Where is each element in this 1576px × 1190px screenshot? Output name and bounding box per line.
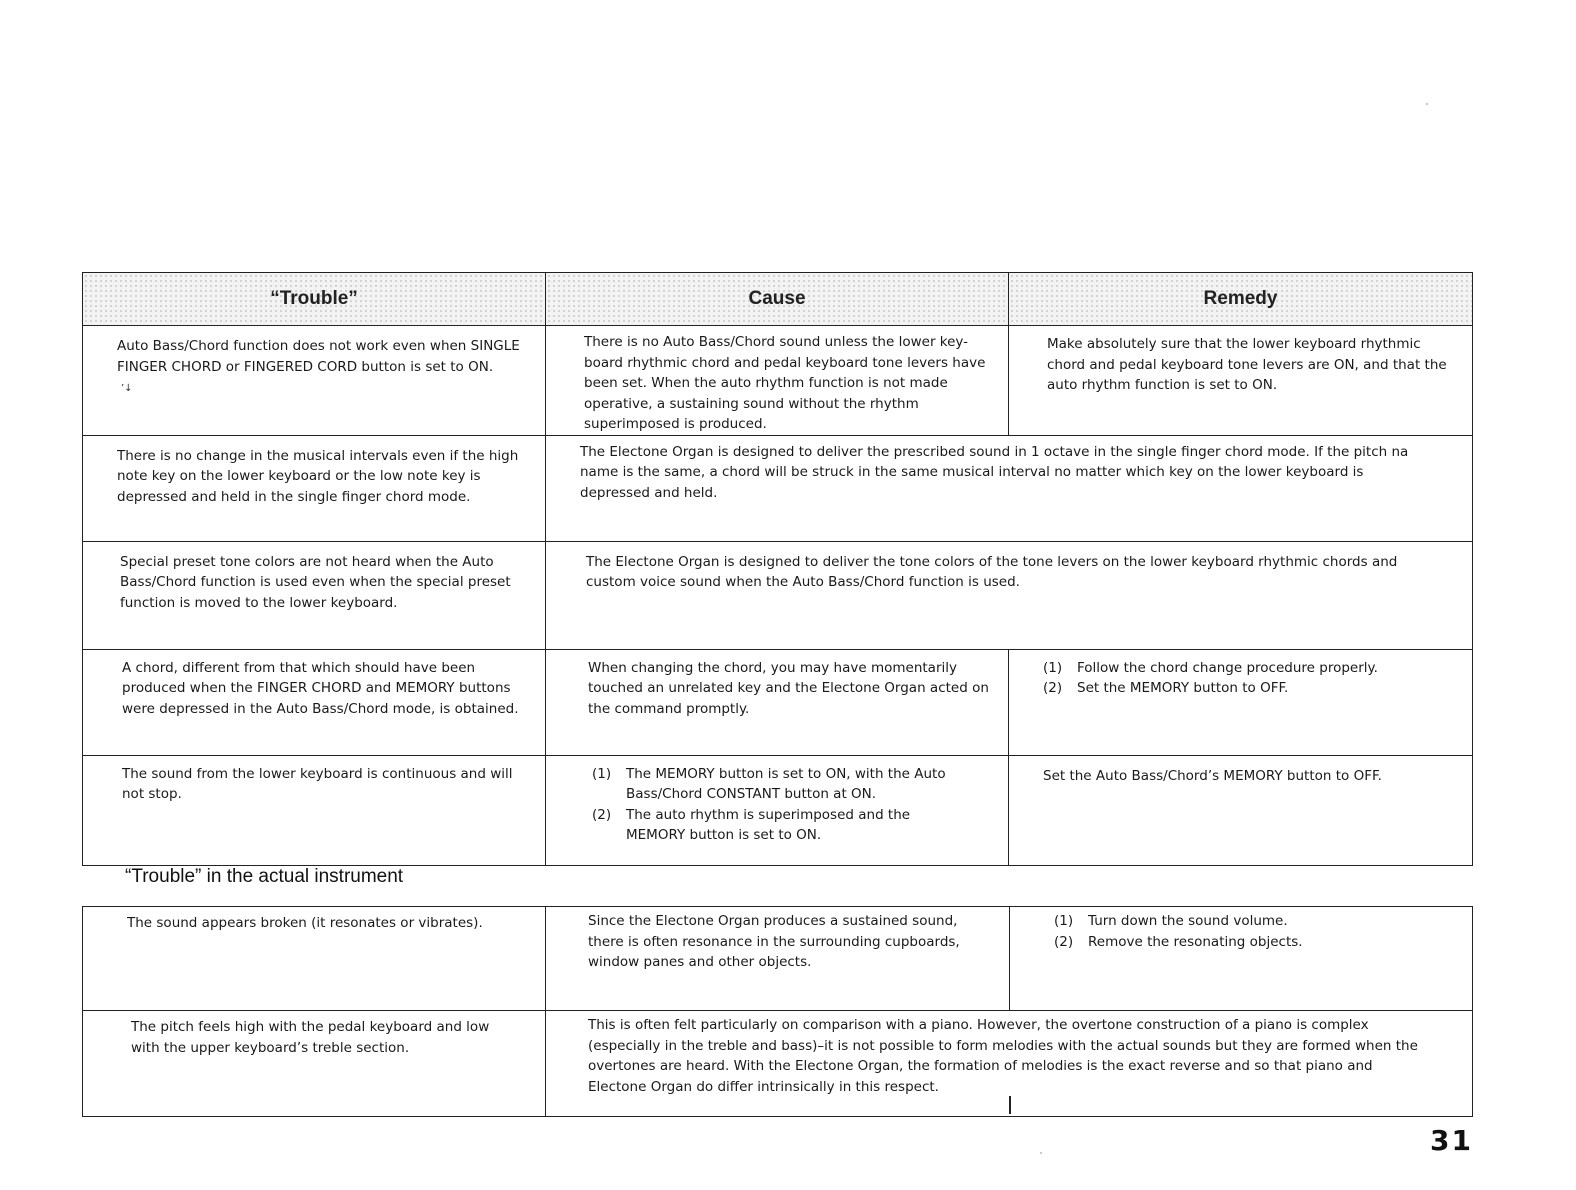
header-trouble: “Trouble” bbox=[83, 273, 546, 326]
cause-remedy-text: The Electone Organ is designed to deliver the prescribed sound in 1 octave in the single finger chord mode. If the pitch na name is the same, a chord will be struck in the same musical interval no matter which key on the lower keyboard is depressed and held. bbox=[580, 443, 1409, 501]
scan-speck bbox=[1040, 1152, 1042, 1154]
trouble-cell bbox=[83, 435, 546, 541]
header-remedy: Remedy bbox=[1009, 273, 1473, 326]
trouble-cell bbox=[83, 907, 546, 1011]
cause-remedy-cell bbox=[546, 435, 1473, 541]
remedy-cell bbox=[1009, 326, 1473, 436]
table-row bbox=[83, 907, 1473, 1011]
cause-cell bbox=[546, 755, 1009, 865]
trouble-text: The pitch feels high with the pedal keyboard and low with the upper keyboard’s treble section. bbox=[131, 1019, 490, 1056]
page-number: 31 bbox=[1430, 1124, 1473, 1157]
remedy-item: (2) Set the MEMORY button to OFF. bbox=[1043, 680, 1289, 696]
cause-text: There is no Auto Bass/Chord sound unless the lower key-board rhythmic chord and pedal keyboard tone levers have been set. When the auto rhythm function is not made operative, a sustaining sound without the rhythm superimposed is produced. bbox=[584, 334, 986, 432]
cause-remedy-text: This is often felt particularly on comparison with a piano. However, the overtone construction of a piano is complex (especially in the treble and bass)–it is not possible to form melodies with the actual sounds but they are formed when the overtones are heard. With the Electone Organ, the formation of melodies is the exact reverse and so that piano and Electone Organ do differ intrinsically in this respect. bbox=[588, 1017, 1418, 1095]
remedy-cell bbox=[1009, 649, 1473, 755]
cause-remedy-text: The Electone Organ is designed to deliver the tone colors of the tone levers on the lower keyboard rhythmic chords and custom voice sound when the Auto Bass/Chord function is used. bbox=[586, 553, 1398, 590]
table-row bbox=[83, 541, 1473, 649]
cause-text: When changing the chord, you may have momentarily touched an unrelated key and the Electone Organ acted on the command promptly. bbox=[588, 659, 989, 717]
trouble-cell bbox=[83, 326, 546, 436]
remedy-text: Set the Auto Bass/Chord’s MEMORY button to OFF. bbox=[1043, 767, 1382, 784]
trouble-cell bbox=[83, 541, 546, 649]
cause-text: Since the Electone Organ produces a sustained sound, there is often resonance in the surrounding cupboards, window panes and other objects. bbox=[588, 913, 960, 970]
instrument-trouble-table bbox=[82, 906, 1473, 1117]
trouble-cell bbox=[83, 649, 546, 755]
header-cause: Cause bbox=[546, 273, 1009, 326]
trouble-text: A chord, different from that which should have been produced when the FINGER CHORD and MEMORY buttons were depressed in the Auto Bass/Chord mode, is obtained. bbox=[122, 659, 519, 717]
remedy-item: (1) Follow the chord change procedure properly. bbox=[1043, 659, 1378, 676]
table-row bbox=[83, 326, 1473, 436]
trouble-text: The sound appears broken (it resonates or vibrates). bbox=[127, 915, 483, 931]
table-row bbox=[83, 435, 1473, 541]
pencil-mark: ’↓ bbox=[121, 383, 133, 394]
cause-cell bbox=[546, 907, 1010, 1011]
trouble-text: The sound from the lower keyboard is continuous and will not stop. bbox=[122, 765, 513, 802]
remedy-item: (1) Turn down the sound volume. bbox=[1054, 913, 1288, 929]
remedy-cell bbox=[1010, 907, 1473, 1011]
trouble-cell bbox=[83, 1011, 546, 1117]
section-title: “Trouble” in the actual instrument bbox=[125, 866, 404, 887]
troubleshooting-table bbox=[82, 272, 1473, 866]
cause-cell bbox=[546, 326, 1009, 436]
table-row bbox=[83, 755, 1473, 865]
remedy-cell bbox=[1009, 755, 1473, 865]
cause-cell bbox=[546, 649, 1009, 755]
cause-item: (1) The MEMORY button is set to ON, with the Auto Bass/Chord CONSTANT button at ON. bbox=[592, 765, 946, 802]
trouble-text: Special preset tone colors are not heard when the Auto Bass/Chord function is used even when the special preset function is moved to the lower keyboard. bbox=[120, 553, 511, 611]
cause-item: (2) The auto rhythm is superimposed and the MEMORY button is set to ON. bbox=[592, 806, 911, 843]
table-header-row bbox=[83, 273, 1473, 326]
column-divider-tick bbox=[1009, 1096, 1011, 1114]
cause-remedy-cell bbox=[546, 541, 1473, 649]
trouble-cell bbox=[83, 755, 546, 865]
remedy-item: (2) Remove the resonating objects. bbox=[1054, 933, 1303, 950]
table-row bbox=[83, 649, 1473, 755]
trouble-text: There is no change in the musical intervals even if the high note key on the lower keyboard or the low note key is depressed and held in the single finger chord mode. bbox=[117, 447, 519, 505]
remedy-text: Make absolutely sure that the lower keyboard rhythmic chord and pedal keyboard tone levers are ON, and that the auto rhythm function is set to ON. bbox=[1047, 336, 1447, 393]
trouble-text: Auto Bass/Chord function does not work even when SINGLE FINGER CHORD or FINGERED CORD button is set to ON. bbox=[117, 338, 520, 375]
table-row bbox=[83, 1011, 1473, 1117]
scan-speck bbox=[1426, 103, 1428, 105]
